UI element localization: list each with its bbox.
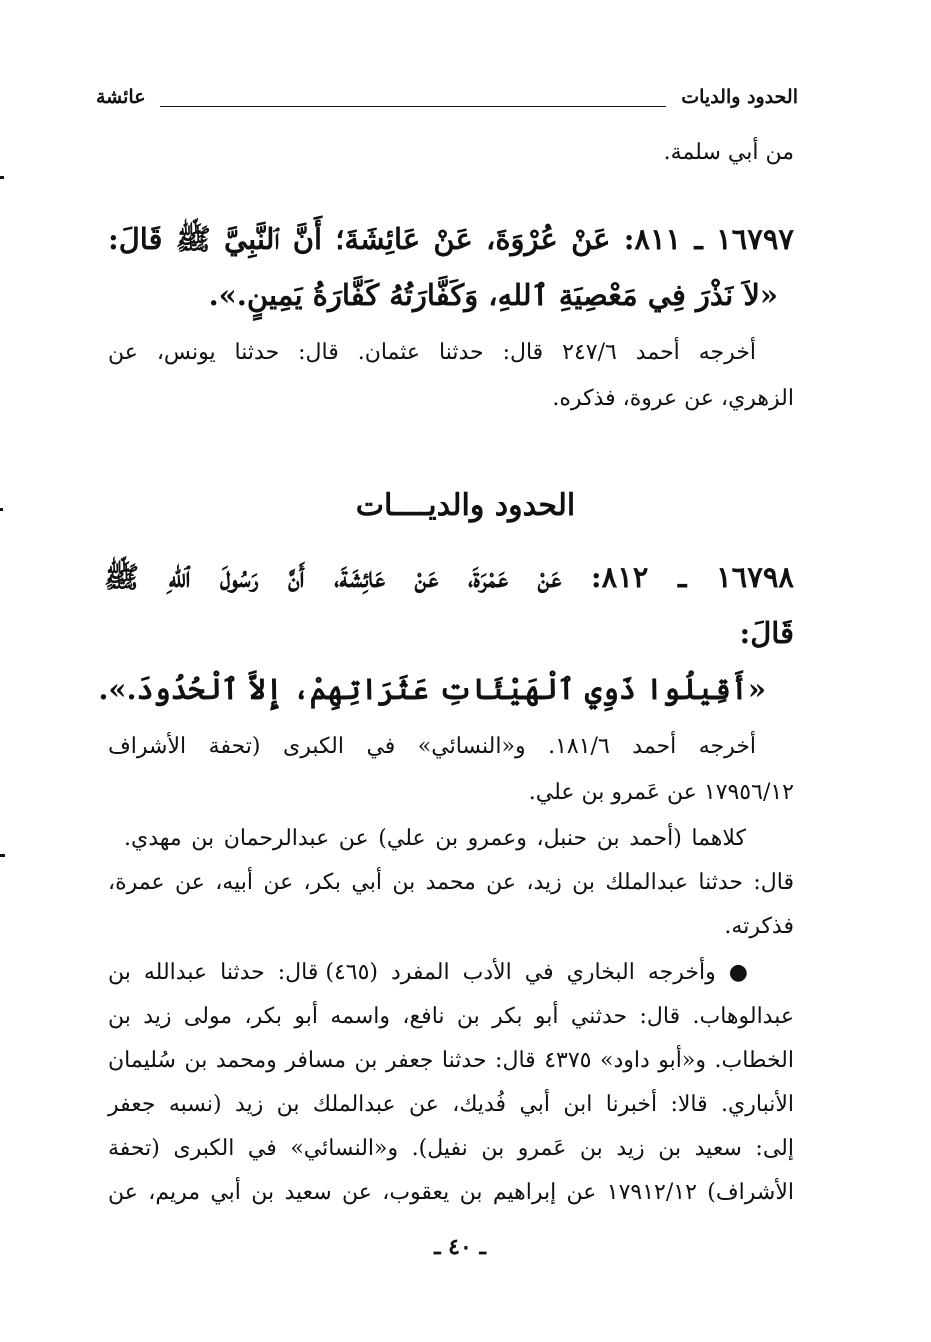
text-line: قال: حدثنا عبدالملك بن زيد، عن محمد بن أبي بكر، عن أبيه، عن عمرة، (108, 870, 794, 895)
hadith-line: قَالَ: (739, 616, 794, 650)
text-line: أخرجه أحمد ١٨١/٦. و«النسائي» في الكبرى (تحفة الأشراف (108, 734, 756, 759)
text-line: عبدالوهاب. قال: حدثني أبو بكر بن نافع، واسمه أبو بكر، مولى زيد بن (108, 1004, 794, 1029)
hadith-line: ١٦٧٩٧ ـ ٨١١: عَنْ عُرْوَةَ، عَنْ عَائِشَةَ؛ أَنَّ ٱلنَّبِيَّ ﷺ قَالَ: (108, 222, 794, 256)
text-line: الأنباري. قالا: أخبرنا ابن أبي فُديك، عن عبدالملك بن زيد (نسبه جعفر (108, 1092, 794, 1117)
text-line: ● وأخرجه البخاري في الأدب المفرد (٤٦٥) قال: حدثنا عبدالله بن (108, 960, 754, 985)
hadith-line: «أَقِيلُوا ذَوِي ٱلْهَيْئَاتِ عَثَرَاتِهِمْ، إِلاَّ ٱلْحُدُودَ.». (98, 672, 766, 706)
running-header-name: عائشة (96, 86, 146, 108)
text-line: من أبي سلمة. (663, 140, 794, 165)
text-line: الخطاب. و«أبو داود» ٤٣٧٥ قال: حدثنا جعفر بن مسافر ومحمد بن سُليمان (108, 1048, 794, 1073)
scan-mark (0, 176, 4, 179)
text-line: الزهري، عن عروة، فذكره. (552, 386, 794, 411)
section-title: الحدود والديــــات (355, 488, 576, 523)
scan-mark (0, 854, 5, 857)
text-line: أخرجه أحمد ٢٤٧/٦ قال: حدثنا عثمان. قال: حدثنا يونس، عن (108, 340, 756, 365)
scan-mark (0, 508, 3, 511)
page-number: ـ ٤٠ ـ (434, 1234, 486, 1260)
text-line: ١٧٩٥٦/١٢ عن عَمرو بن علي. (528, 780, 794, 805)
hadith-line: ١٦٧٩٨ ـ ٨١٢: عَنْ عَمْرَةَ، عَنْ عَائِشَةَ، أَنَّ رَسُولَ ٱللهِ ﷺ (104, 560, 794, 594)
text-line: كلاهما (أحمد بن حنبل، وعمرو بن علي) عن عبدالرحمان بن مهدي. (124, 826, 746, 851)
hadith-line: «لاَ نَذْرَ فِي مَعْصِيَةِ ٱللهِ، وَكَفَّارَتُهُ كَفَّارَةُ يَمِينٍ.». (208, 278, 778, 312)
text-line: فذكرته. (724, 914, 794, 939)
running-header-section: الحدود والديات (681, 86, 798, 108)
text-line: إلى: سعيد بن زيد بن عَمرو بن نفيل). و«النسائي» في الكبرى (تحفة (108, 1136, 794, 1161)
text-line: الأشراف) ١٧٩١٢/١٢ عن إبراهيم بن يعقوب، عن سعيد بن أبي مريم، عن (108, 1180, 794, 1205)
header-rule (160, 106, 666, 107)
